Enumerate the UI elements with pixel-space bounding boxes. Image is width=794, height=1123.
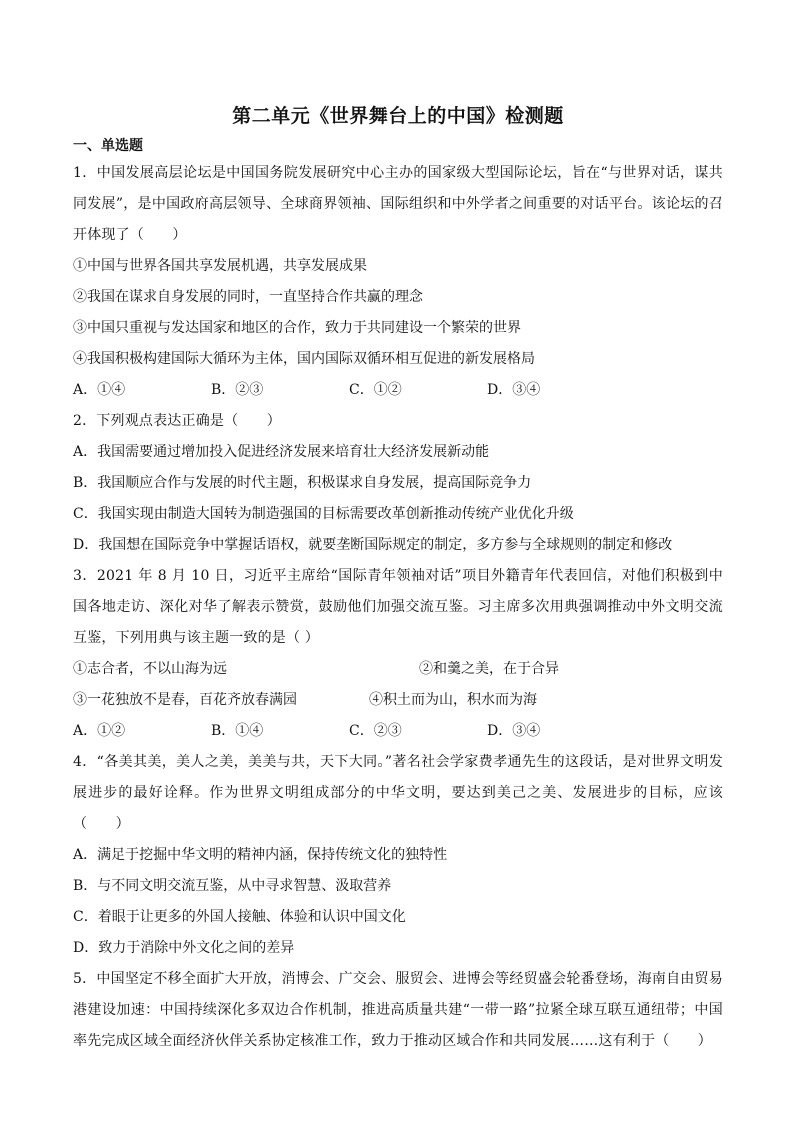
question-3-statement-3: ③一花独放不是春，百花齐放春满园	[73, 692, 297, 708]
question-3-choice-b[interactable]: B．①④	[211, 723, 264, 739]
question-1-choice-c[interactable]: C．①②	[349, 382, 402, 398]
question-1-choice-d[interactable]: D．③④	[487, 382, 541, 398]
question-2	[73, 406, 723, 561]
question-3-statements-row-1	[73, 654, 723, 685]
question-3-choice-d[interactable]: D．③④	[487, 723, 541, 739]
section-heading: 一、单选题	[73, 138, 143, 154]
question-3-choices	[73, 716, 723, 747]
document-title: 第二单元《世界舞台上的中国》检测题	[232, 105, 564, 127]
question-1-choices	[73, 375, 723, 406]
document-page	[73, 100, 723, 1057]
question-1-choice-b[interactable]: B．②③	[211, 382, 264, 398]
question-1-statement-3: ③中国只重视与发达国家和地区的合作，致力于共同建设一个繁荣的世界	[73, 320, 521, 336]
question-2-choice-c[interactable]: C．我国实现由制造大国转为制造强国的目标需要改革创新推动传统产业优化升级	[73, 506, 574, 522]
question-1-choice-a[interactable]: A．①④	[73, 382, 126, 398]
question-4-choice-d[interactable]: D．致力于消除中外文化之间的差异	[73, 940, 295, 956]
question-1-statement-2: ②我国在谋求自身发展的同时，一直坚持合作共赢的理念	[73, 289, 423, 305]
question-3-choice-a[interactable]: A．①②	[73, 723, 126, 739]
question-3-stem: 3．2021 年 8 月 10 日，习近平主席给“国际青年领袖对话”项目外籍青年代表回信，对他们积极到中国各地走访、深化对华了解表示赞赏，鼓励他们加强交流互鉴。习主席多次用典强调推动中外文明交流互鉴，下列用典与该主题一致的是（ ）	[73, 568, 723, 646]
question-4-choice-b[interactable]: B．与不同文明交流互鉴，从中寻求智慧、汲取营养	[73, 878, 392, 894]
question-2-choice-a[interactable]: A．我国需要通过增加投入促进经济发展来培育壮大经济发展新动能	[73, 444, 490, 460]
question-4-choice-c[interactable]: C．着眼于让更多的外国人接触、体验和认识中国文化	[73, 909, 406, 925]
question-3-statement-2: ②和羹之美，在于合异	[419, 661, 559, 677]
question-3-statements-row-2	[73, 685, 723, 716]
question-1-statement-1: ①中国与世界各国共享发展机遇，共享发展成果	[73, 258, 367, 274]
question-1-statement-4: ④我国积极构建国际大循环为主体，国内国际双循环相互促进的新发展格局	[73, 351, 535, 367]
question-5	[73, 964, 723, 1057]
question-2-choice-b[interactable]: B．我国顺应合作与发展的时代主题，积极谋求自身发展，提高国际竞争力	[73, 475, 532, 491]
question-2-choice-d[interactable]: D．我国想在国际竞争中掌握话语权，就要垄断国际规定的制定，多方参与全球规则的制定和修改	[73, 537, 673, 553]
question-4-choice-a[interactable]: A．满足于挖掘中华文明的精神内涵，保持传统文化的独特性	[73, 847, 448, 863]
question-3-statement-4: ④积土而为山，积水而为海	[369, 692, 537, 708]
question-1	[73, 158, 723, 406]
question-2-stem: 2．下列观点表达正确是（ ）	[73, 413, 281, 429]
question-3	[73, 561, 723, 747]
question-4	[73, 747, 723, 964]
question-3-statement-1: ①志合者，不以山海为远	[73, 661, 227, 677]
question-4-stem: 4．“各美其美，美人之美，美美与共，天下大同。”著名社会学家费孝通先生的这段话，是对世界文明发展进步的最好诠释。作为世界文明组成部分的中华文明，要达到美己之美、发展进步的目标，应该（ ）	[73, 754, 723, 832]
question-3-choice-c[interactable]: C．②③	[349, 723, 402, 739]
question-5-stem: 5．中国坚定不移全面扩大开放，消博会、广交会、服贸会、进博会等经贸盛会轮番登场，海南自由贸易港建设加速：中国持续深化多双边合作机制，推进高质量共建“一带一路”拉紧全球互联互通纽带；中国率先完成区域全面经济伙伴关系协定核准工作，致力于推动区域合作和共同发展……这有利于（ ）	[73, 971, 723, 1049]
question-1-stem: 1．中国发展高层论坛是中国国务院发展研究中心主办的国家级大型国际论坛，旨在“与世界对话，谋共同发展”，是中国政府高层领导、全球商界领袖、国际组织和中外学者之间重要的对话平台。该论坛的召开体现了（ ）	[73, 165, 723, 243]
